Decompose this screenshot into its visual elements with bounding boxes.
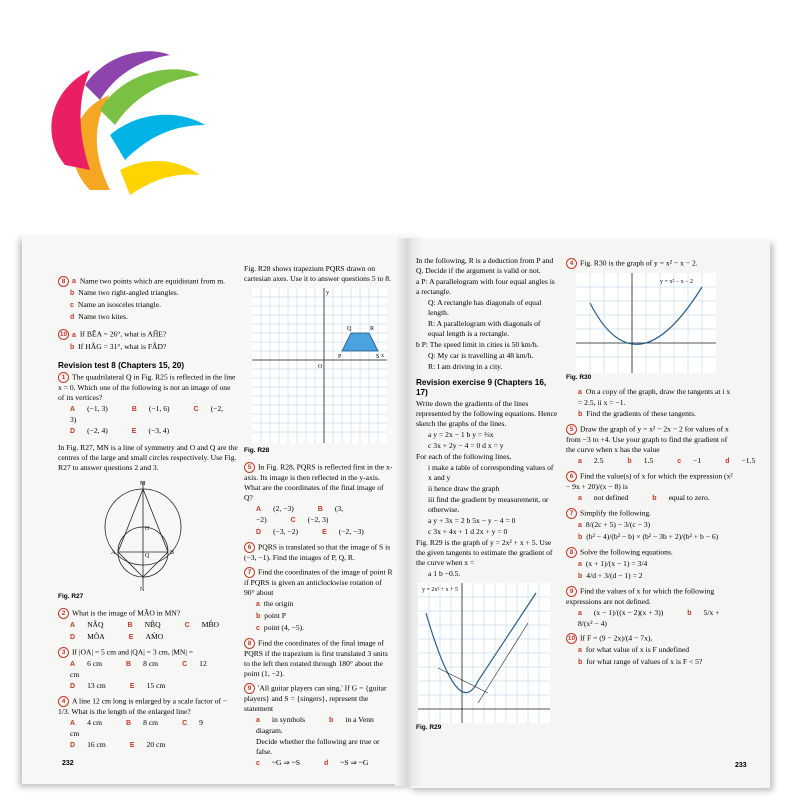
q8c-text: Name an isosceles triangle. — [77, 300, 161, 310]
question-number: 7 — [566, 508, 577, 519]
question-number: 1 — [58, 372, 69, 383]
q10b-text: If HÂG = 31°, what is FÂD? — [78, 341, 167, 351]
question-number: 4 — [566, 258, 577, 269]
q7-text: Find the coordinates of the image of point R if PQRS is given an anticlockwise rotation of 90° about — [244, 567, 393, 597]
question-number: 5 — [566, 424, 577, 435]
revision-exercise-heading: Revision exercise 9 (Chapters 16, 17) — [416, 378, 547, 397]
svg-text:P: P — [338, 354, 342, 360]
revision-test-heading: Revision test 8 (Chapters 15, 20) — [58, 360, 185, 370]
svg-text:O: O — [145, 525, 150, 532]
right-column-2: 4 Fig. R30 is the graph of y = x² − x − 2. y = x² − x − 2 Fig. R30 a On a copy of the graph, draw the tangents at i x = 2.5, ii x = −1. b Find the gradients of these tangents. 5 Draw the graph of y = x² − 2x − 2 for values of x from −3 to +4. Use your graph to find the gradient of the curve when x has the value a 2.5 b 1.5 c −1 d −1.5 6 Find the value(s) of x for which the expression (x² − 9x + 20)/(x − 8) is a not defined b equal to zero. 7 Simplify the following. a 8/(2c + 5) − 3/(c − 3) b (b² − 4)/(b² − b) × (b² − 3b + 2)/(b² + b − 6) 8 Solve the following equations. a (x + 1)/(x − 1) = 3/4 b 4/d + 3/(d − 1) = 2 9 Find the values of x for which the following expressions are not defined. a (x − 1)/((x − 2)(x + 3)) b 5/x + 8/(x² − 4) 10 If F = (9 − 2x)/(4 − 7x), a for what value of x is F undefined b for what range of values of x is F < 5? — [566, 258, 756, 666]
svg-text:S: S — [376, 354, 380, 360]
q1-option-e: (−3, 4) — [148, 425, 170, 435]
svg-text:y = 2x² + x + 5: y = 2x² + x + 5 — [422, 587, 458, 593]
q8a-text: Name two points which are equidistant from m. — [79, 276, 225, 286]
question-number: 2 — [58, 608, 69, 619]
right-page-number: 233 — [735, 762, 747, 769]
question-number: 6 — [566, 471, 577, 482]
question-number: 4 — [58, 696, 69, 707]
right-column-1: In the following, R is a deduction from P and Q. Decide if the argument is valid or not. a P: A parallelogram with four equal angles is a rectangle. Q: A rectangle has diagonals of equal length. R: A parallelogram with diagonals of equal length is a rectangle. b P: The speed limit in cities is 50 km/h. Q: My car is travelling at 48 km/h. R: I am driving in a city. Revision exercise 9 (Chapters 16, 17) Write down the gradients of the lines represented by the following equations. Hence sketch the graphs of the lines. a y = 2x − 1 b y = ⅔x c 3x + 2y − 4 = 0 d x = y For each of the following lines, i make a table of corresponding values of x and y ii hence draw the graph iii find the gradient by measurement, or otherwise. a y + 3x = 2 b 5x − y − 4 = 0 c 3x + 4x + 1 d 2x + y = 0 Fig. R29 is the graph of y = 2x² + x + 5. Use the given tangents to estimate the gradient of the curve when x = a 1 b −0.5. y = 2x² + x + 5 Fig. R29 — [416, 256, 558, 731]
question-number: 10 — [59, 331, 68, 339]
left-page-number: 232 — [62, 760, 74, 767]
left-column-1: 8 a Name two points which are equidistant from m. b Name two right-angled triangles. c Name an isosceles triangle. d Name two kites. 10 a If BÊA = 26°, what is AĤE? b If HÂG = 31°, what is FÂD? Revision test 8 (Chapters 15, 20) 1 The quadrilateral Q in Fig. R25 is reflected in the line x = 0. Which one of the following is not an image of one of its vertices? A (−1, 3) B (−1, 6) C (−2, 3) D (−2, 4) E (−3, 4) In Fig. R27, MN is a line of symmetry and O and Q are the centres of the large and small circles respectively. Use Fig. R27 to answer questions 2 and 3. M A B N O Q Fig. R27 2 What is the image of MÂO in MN? A NÂQ B NB̂Q C MB̂O D MÔA E AM̂O 3 If |OA| = 5 cm and |QA| = 3 cm, |MN| = A 6 cm B 8 cm C 12 cm D 13 cm E 15 cm 4 A line 12 cm long is enlarged by a scale factor of − 1/3. What is the length of the enlarged line? A 4 cm B 8 cm C 9 cm D 16 cm E 20 cm — [58, 276, 238, 749]
q8b-text: Name two right-angled triangles. — [78, 288, 179, 298]
question-number: 10 — [567, 635, 576, 642]
fig-r30-graph — [576, 273, 716, 373]
r28-intro: Fig. R28 shows trapezium PQRS drawn on cartesian axes. Use it to answer questions 5 to 8. — [244, 264, 391, 283]
q1-option-c: (−2, 3) — [70, 403, 224, 424]
svg-text:M: M — [140, 480, 146, 487]
q1-option-a: (−1, 3) — [87, 403, 108, 413]
logo-petal-yellow — [120, 161, 200, 195]
q8-text: Find the coordinates of the final image of PQRS if the trapezium is first translated 3 units to the left then rotated through 180° about the point (1, −2). — [244, 638, 388, 678]
question-number: 8 — [244, 638, 255, 649]
fig-r27-diagram — [83, 477, 203, 592]
fig-r28-graph — [252, 288, 387, 443]
svg-text:O: O — [318, 364, 323, 370]
brand-logo-icon — [30, 40, 220, 210]
question-number: 6 — [244, 542, 255, 553]
svg-text:A: A — [111, 549, 116, 556]
q1-option-d: (−2, 4) — [87, 425, 108, 435]
r27-intro: In Fig. R27, MN is a line of symmetry and O and Q are the centres of the large and small circles respectively. Use Fig. R27 to answer questions 2 and 3. — [58, 442, 238, 472]
svg-text:y: y — [326, 290, 329, 296]
question-number: 8 — [566, 547, 577, 558]
question-number: 8 — [58, 276, 69, 287]
left-column-2: Fig. R28 shows trapezium PQRS drawn on cartesian axes. Use it to answer questions 5 to 8. P Q R S O y x Fig. R28 5 In Fig. R28, PQRS is reflected first in the x-axis. Its image is then reflected in the y-axis. What are the coordinates of the final image of Q? A (2, −3) B (3, −2) C (−2, 3) D (−3, −2) E (−2, −3) 6 PQRS is translated so that the image of S is (−3, −1). Find the images of P, Q, R. 7 Find the coordinates of the image of point R if PQRS is given an anticlockwise rotation of 90° about a the origin b point P c point (4, −5). 8 Find the coordinates of the final image of PQRS if the trapezium is first translated 3 units to the left then rotated through 180° about the point (1, −2). 9 'All guitar players can sing.' If G = {guitar players} and S = {singers}, represent the statement a in symbols b in a Venn diagram. Decide whether the following are true or false. c ~G ⇒ ~S d ~S ⇒ ~G — [244, 264, 393, 767]
fig-r30-caption: Fig. R30 — [566, 374, 592, 381]
q4-text: A line 12 cm long is enlarged by a scale factor of − 1/3. What is the length of the enlarged line? — [58, 695, 228, 716]
svg-text:Q: Q — [145, 552, 150, 559]
svg-text:N: N — [140, 586, 145, 592]
question-number: 3 — [58, 647, 69, 658]
logo-petal-blue — [110, 115, 205, 160]
question-number: 5 — [244, 462, 255, 473]
fig-r27-caption: Fig. R27 — [58, 592, 84, 600]
q6-text: PQRS is translated so that the image of S is (−3, −1). Find the images of P, Q, R. — [244, 542, 391, 562]
q3-text: If |OA| = 5 cm and |QA| = 3 cm, |MN| = — [72, 646, 194, 656]
q1-text: The quadrilateral Q in Fig. R25 is reflected in the line x = 0. Which one of the following is not an image of one of its vertices? — [58, 371, 236, 402]
svg-text:Q: Q — [347, 326, 352, 332]
q2-text: What is the image of MÂO in MN? — [72, 607, 181, 617]
fig-r29-caption: Fig. R29 — [416, 724, 442, 731]
fig-r29-graph — [418, 583, 550, 723]
question-number: 9 — [244, 683, 255, 694]
svg-text:x: x — [381, 353, 384, 359]
q5-text: In Fig. R28, PQRS is reflected first in the x-axis. Its image is then reflected in the y-axis. What are the coordinates of the final image of Q? — [244, 462, 393, 502]
svg-text:B: B — [170, 549, 175, 556]
question-number: 7 — [244, 567, 255, 578]
q10a-text: If BÊA = 26°, what is AĤE? — [79, 329, 167, 339]
svg-text:y = x² − x − 2: y = x² − x − 2 — [660, 279, 693, 285]
fig-r28-caption: Fig. R28 — [244, 447, 270, 454]
q8d-text: Name two kites. — [78, 312, 128, 322]
question-number: 9 — [566, 586, 577, 597]
q9-text: 'All guitar players can sing.' If G = {guitar players} and S = {singers}, represent the statement — [244, 683, 387, 713]
svg-text:R: R — [370, 326, 375, 332]
q1-option-b: (−1, 6) — [148, 403, 170, 413]
